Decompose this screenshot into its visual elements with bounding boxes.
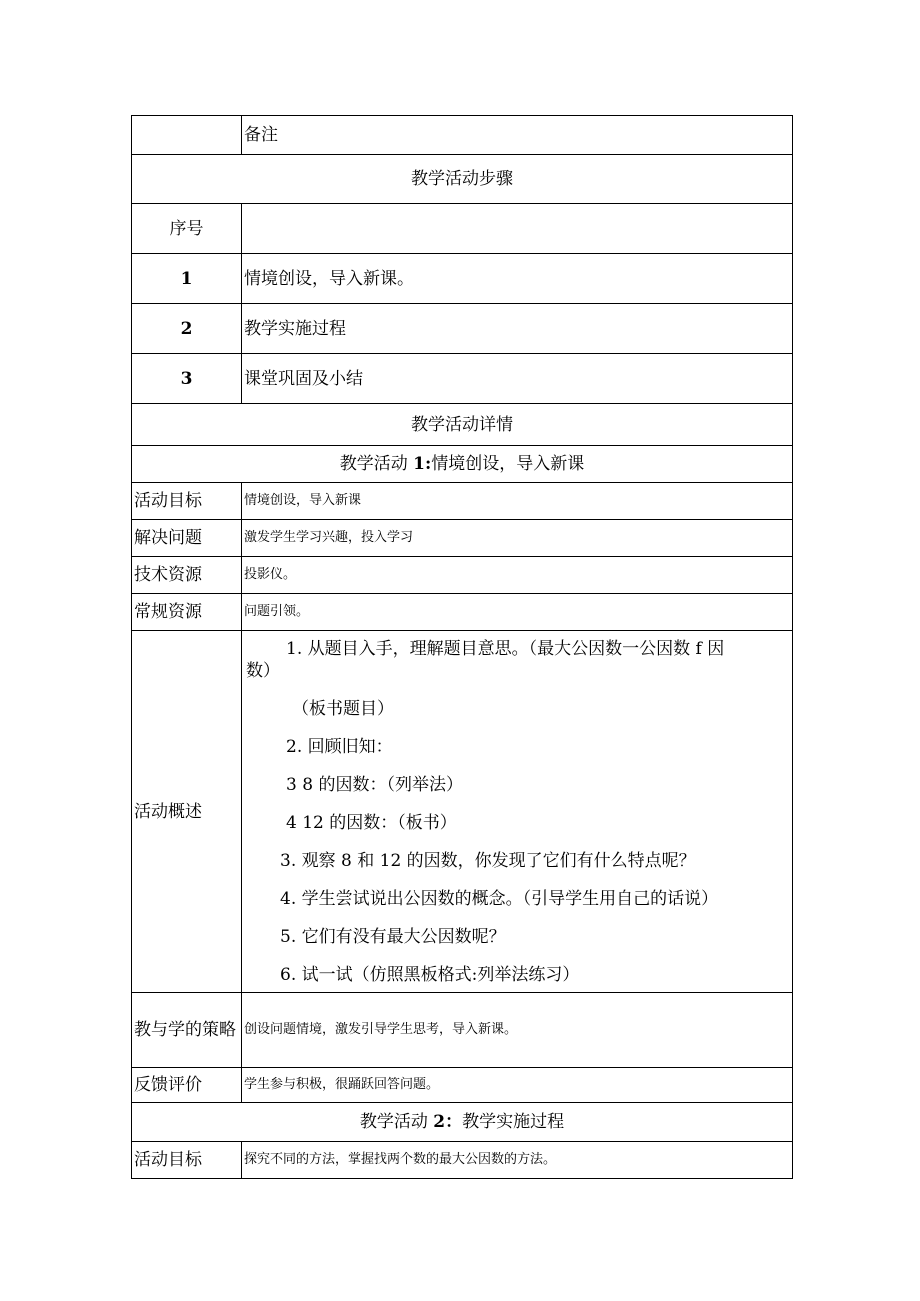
overview-line: 5. 它们有没有最大公因数呢？ xyxy=(280,927,506,947)
step-text: 教学实施过程 xyxy=(242,304,793,354)
overview-label: 活动概述 xyxy=(132,631,242,993)
overview-line: 数） xyxy=(246,661,280,681)
step-text: 课堂巩固及小结 xyxy=(242,354,793,404)
strategy-value: 创设问题情境，激发引导学生思考，导入新课。 xyxy=(242,993,793,1068)
problem-label: 解决问题 xyxy=(132,520,242,557)
empty-cell xyxy=(132,116,242,155)
empty-cell xyxy=(242,204,793,254)
serial-header-row xyxy=(132,204,793,254)
overview-line: 1. 从题目入手，理解题目意思。（最大公因数一公因数 f 因 xyxy=(286,639,725,659)
step-number: 1 xyxy=(132,254,242,304)
overview-line: 4. 学生尝试说出公因数的概念。（引导学生用自己的话说） xyxy=(280,889,719,909)
details-title-row xyxy=(132,404,793,446)
overview-line: 3. 观察 8 和 12 的因数，你发现了它们有什么特点呢？ xyxy=(280,851,696,871)
overview-line: 4 12 的因数：（板书） xyxy=(286,813,457,833)
goal-label: 活动目标 xyxy=(132,483,242,520)
activity1-tech-row xyxy=(132,557,793,594)
activity1-problem-row xyxy=(132,520,793,557)
activity1-title-row xyxy=(132,446,793,483)
activity1-title-text: 情境创设，导入新课 xyxy=(431,454,585,474)
activity1-goal-row xyxy=(132,483,793,520)
activity1-overview-row xyxy=(132,631,793,993)
details-title: 教学活动详情 xyxy=(132,404,793,446)
activity2-title-text: 教学实施过程 xyxy=(462,1112,565,1132)
activity2-title-prefix: 教学活动 xyxy=(359,1112,434,1132)
step-row xyxy=(132,254,793,304)
activity2-title-row xyxy=(132,1103,793,1142)
overview-line: 2. 回顾旧知： xyxy=(286,737,393,757)
regular-value: 问题引领。 xyxy=(242,594,793,631)
remark-label: 备注 xyxy=(242,116,793,155)
overview-content xyxy=(242,631,793,993)
activity2-goal-label: 活动目标 xyxy=(132,1142,242,1179)
activity1-title-prefix: 教学活动 xyxy=(339,454,414,474)
activity2-title-number: 2： xyxy=(433,1112,463,1132)
step-number: 3 xyxy=(132,354,242,404)
feedback-value: 学生参与积极，很踊跃回答问题。 xyxy=(242,1068,793,1103)
activity1-feedback-row xyxy=(132,1068,793,1103)
steps-title: 教学活动步骤 xyxy=(132,155,793,204)
overview-line: （板书题目） xyxy=(292,699,394,719)
steps-title-row xyxy=(132,155,793,204)
lesson-plan-table xyxy=(131,115,793,1179)
activity1-title-number: 1: xyxy=(413,454,432,474)
step-number: 2 xyxy=(132,304,242,354)
overview-line: 3 8 的因数：（列举法） xyxy=(286,775,463,795)
feedback-label: 反馈评价 xyxy=(132,1068,242,1103)
activity2-goal-value: 探究不同的方法，掌握找两个数的最大公因数的方法。 xyxy=(242,1142,793,1179)
regular-label: 常规资源 xyxy=(132,594,242,631)
step-row xyxy=(132,304,793,354)
tech-label: 技术资源 xyxy=(132,557,242,594)
problem-value: 激发学生学习兴趣，投入学习 xyxy=(242,520,793,557)
activity1-regular-row xyxy=(132,594,793,631)
step-row xyxy=(132,354,793,404)
tech-value: 投影仪。 xyxy=(242,557,793,594)
goal-value: 情境创设，导入新课 xyxy=(242,483,793,520)
overview-line: 6. 试一试（仿照黑板格式:列举法练习） xyxy=(280,965,580,985)
strategy-label: 教与学的策略 xyxy=(132,993,242,1068)
activity2-goal-row xyxy=(132,1142,793,1179)
serial-label: 序号 xyxy=(132,204,242,254)
step-text: 情境创设，导入新课。 xyxy=(242,254,793,304)
activity2-title xyxy=(132,1103,793,1142)
activity1-title xyxy=(132,446,793,483)
activity1-strategy-row xyxy=(132,993,793,1068)
remark-row xyxy=(132,116,793,155)
